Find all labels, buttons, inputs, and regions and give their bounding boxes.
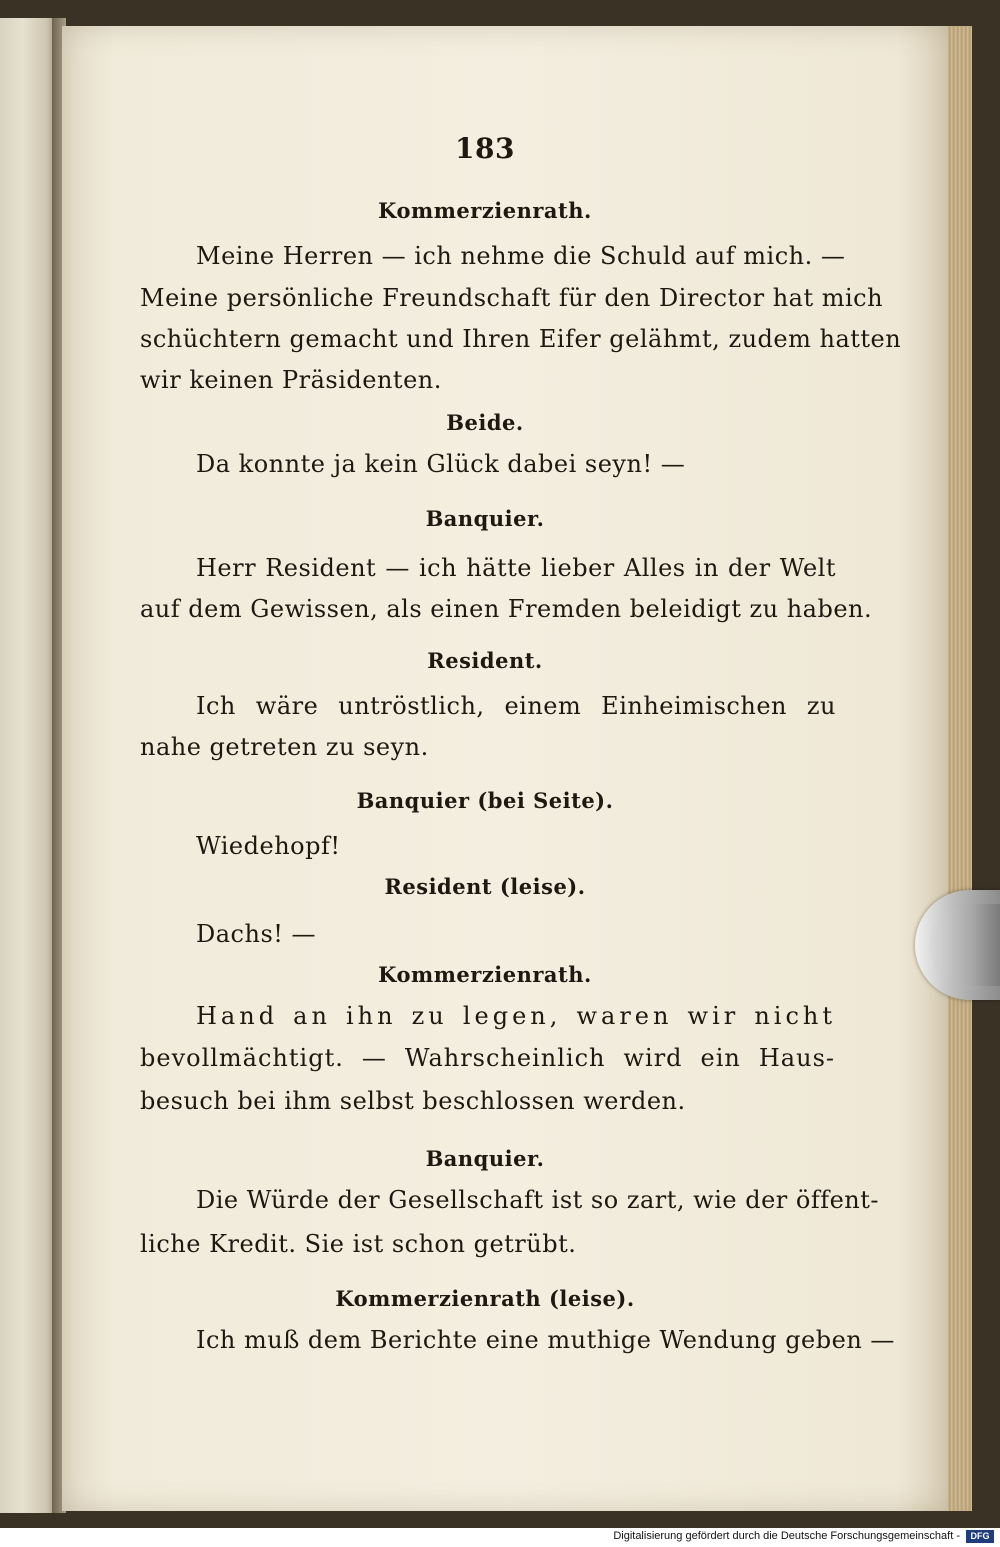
dfg-logo: DFG [966, 1530, 994, 1543]
text-line: schüchtern gemacht und Ihren Eifer gelähmt, zudem hatten [140, 325, 902, 353]
text-line: liche Kredit. Sie ist schon getrübt. [140, 1230, 577, 1258]
text-line: wir keinen Präsidenten. [140, 366, 442, 394]
speaker-heading: Banquier. [425, 506, 545, 531]
text-line: Meine persönliche Freundschaft für den Director hat mich [140, 284, 884, 312]
speaker-heading: Beide. [446, 410, 524, 435]
speaker-heading: Kommerzienrath. [378, 198, 592, 223]
text-line: auf dem Gewissen, als einen Fremden beleidigt zu haben. [140, 595, 873, 623]
text-line: Die Würde der Gesellschaft ist so zart, wie der öffent- [196, 1186, 879, 1214]
speaker-heading: Banquier (bei Seite). [356, 788, 614, 813]
text-line: nahe getreten zu seyn. [140, 733, 429, 761]
speaker-heading: Kommerzienrath. [378, 962, 592, 987]
text-line: Ich wäre untröstlich, einem Einheimischen zu [196, 692, 836, 720]
speaker-heading: Kommerzienrath (leise). [335, 1286, 635, 1311]
text-line: Dachs! — [196, 920, 317, 948]
speaker-heading: Resident (leise). [384, 874, 586, 899]
text-line: bevollmächtigt. — Wahrscheinlich wird ein Haus- [140, 1044, 835, 1072]
page-number: 183 [455, 132, 515, 165]
text-line: Wiedehopf! [196, 832, 341, 860]
funding-credit: Digitalisierung gefördert durch die Deutsche Forschungsgemeinschaft - [613, 1530, 960, 1542]
text-line: Ich muß dem Berichte eine muthige Wendung geben — [196, 1326, 895, 1354]
text-line: Meine Herren — ich nehme die Schuld auf mich. — [196, 242, 846, 270]
text-line: Hand an ihn zu legen, waren wir nicht [196, 1002, 836, 1030]
speaker-heading: Banquier. [425, 1146, 545, 1171]
text-line: Da konnte ja kein Glück dabei seyn! — [196, 450, 686, 478]
text-line: Herr Resident — ich hätte lieber Alles in der Welt [196, 554, 836, 582]
speaker-heading: Resident. [427, 648, 543, 673]
text-line: besuch bei ihm selbst beschlossen werden. [140, 1087, 686, 1115]
